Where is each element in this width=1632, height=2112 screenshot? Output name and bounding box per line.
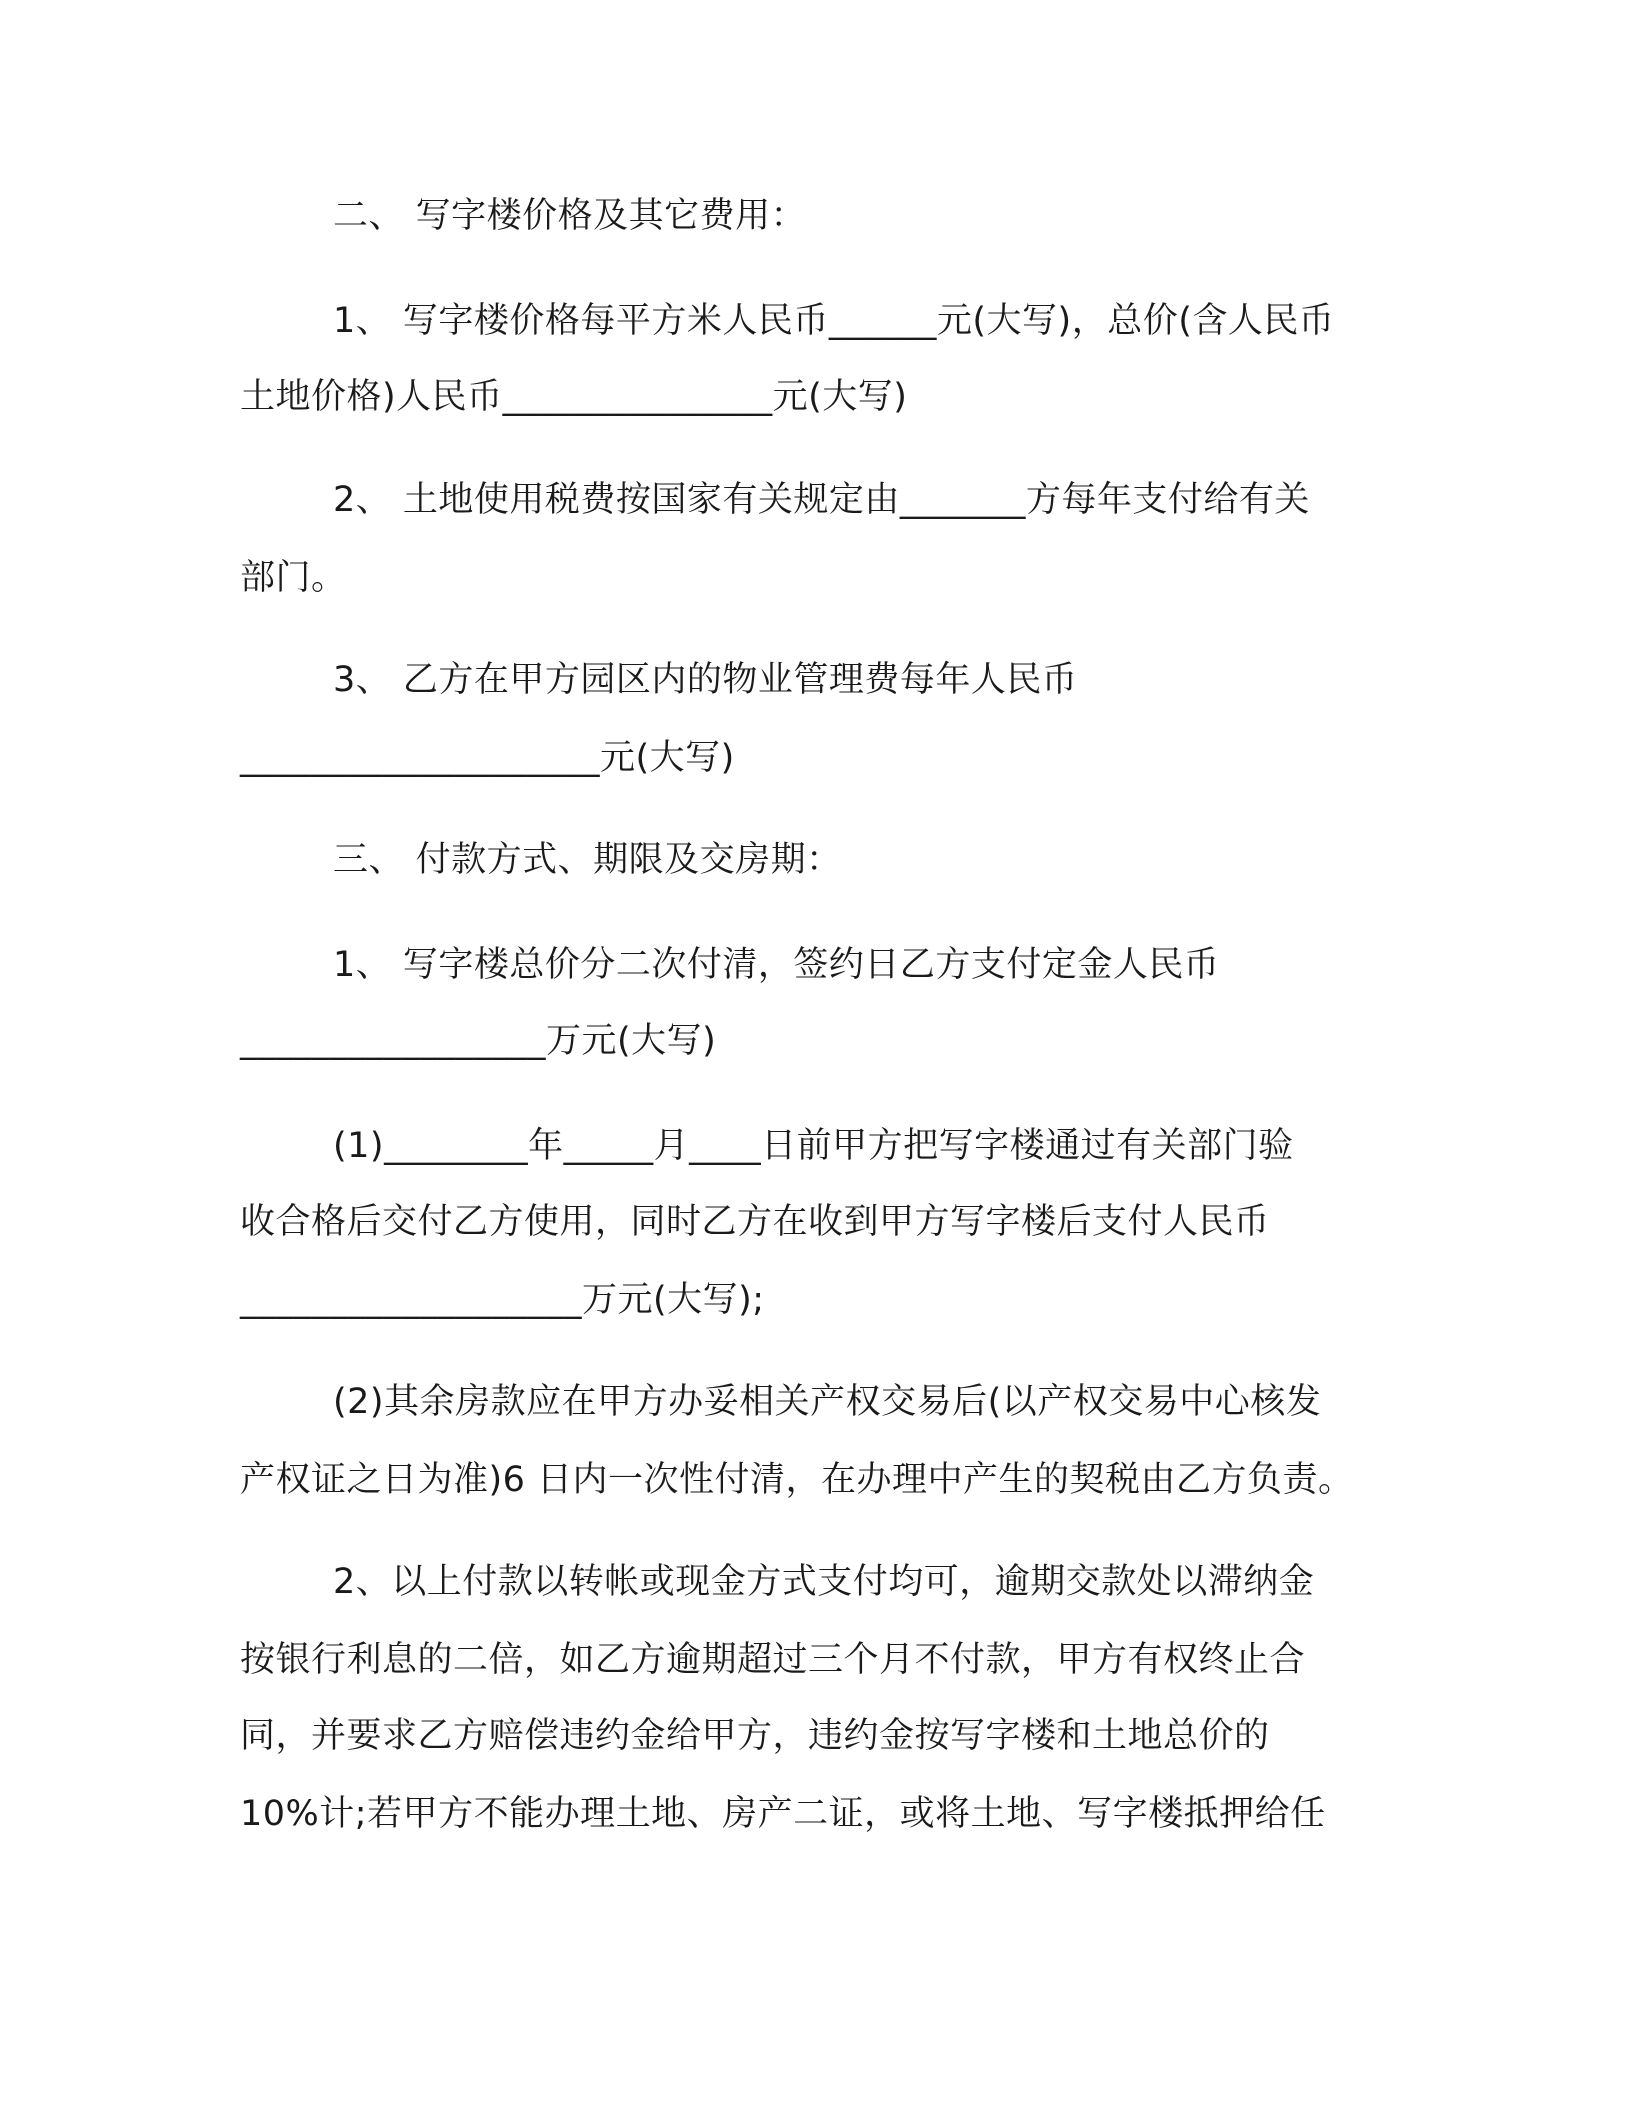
paragraph-line: (1)________年_____月____日前甲方把写字楼通过有关部门验 xyxy=(333,1126,1294,1166)
paragraph-line: 按银行利息的二倍，如乙方逾期超过三个月不付款，甲方有权终止合 xyxy=(240,1640,1306,1680)
paragraph-line: 收合格后交付乙方使用，同时乙方在收到甲方写字楼后支付人民币 xyxy=(240,1202,1270,1242)
paragraph-line: 同，并要求乙方赔偿违约金给甲方，违约金按写字楼和土地总价的 xyxy=(240,1716,1270,1756)
paragraph-line: (2)其余房款应在甲方办妥相关产权交易后(以产权交易中心核发 xyxy=(333,1382,1322,1422)
paragraph-line: 部门。 xyxy=(240,558,347,598)
paragraph-line: _________________万元(大写) xyxy=(240,1021,717,1061)
section-heading-price: 二、 写字楼价格及其它费用： xyxy=(333,196,807,236)
paragraph-line: ___________________万元(大写); xyxy=(240,1280,765,1320)
paragraph-line: ____________________元(大写) xyxy=(240,738,735,778)
paragraph-line: 2、以上付款以转帐或现金方式支付均可，逾期交款处以滞纳金 xyxy=(333,1562,1315,1602)
paragraph-line: 产权证之日为准)6 日内一次性付清，在办理中产生的契税由乙方负责。 xyxy=(240,1460,1354,1500)
paragraph-line: 3、 乙方在甲方园区内的物业管理费每年人民币 xyxy=(333,660,1078,700)
paragraph-line: 10%计;若甲方不能办理土地、房产二证，或将土地、写字楼抵押给任 xyxy=(240,1794,1326,1834)
paragraph-line: 2、 土地使用税费按国家有关规定由_______方每年支付给有关 xyxy=(333,480,1310,520)
paragraph-line: 1、 写字楼总价分二次付清，签约日乙方支付定金人民币 xyxy=(333,945,1220,985)
paragraph-line: 土地价格)人民币_______________元(大写) xyxy=(240,377,908,417)
paragraph-line: 1、 写字楼价格每平方米人民币______元(大写)，总价(含人民币 xyxy=(333,301,1335,341)
section-heading-payment: 三、 付款方式、期限及交房期： xyxy=(333,840,842,880)
